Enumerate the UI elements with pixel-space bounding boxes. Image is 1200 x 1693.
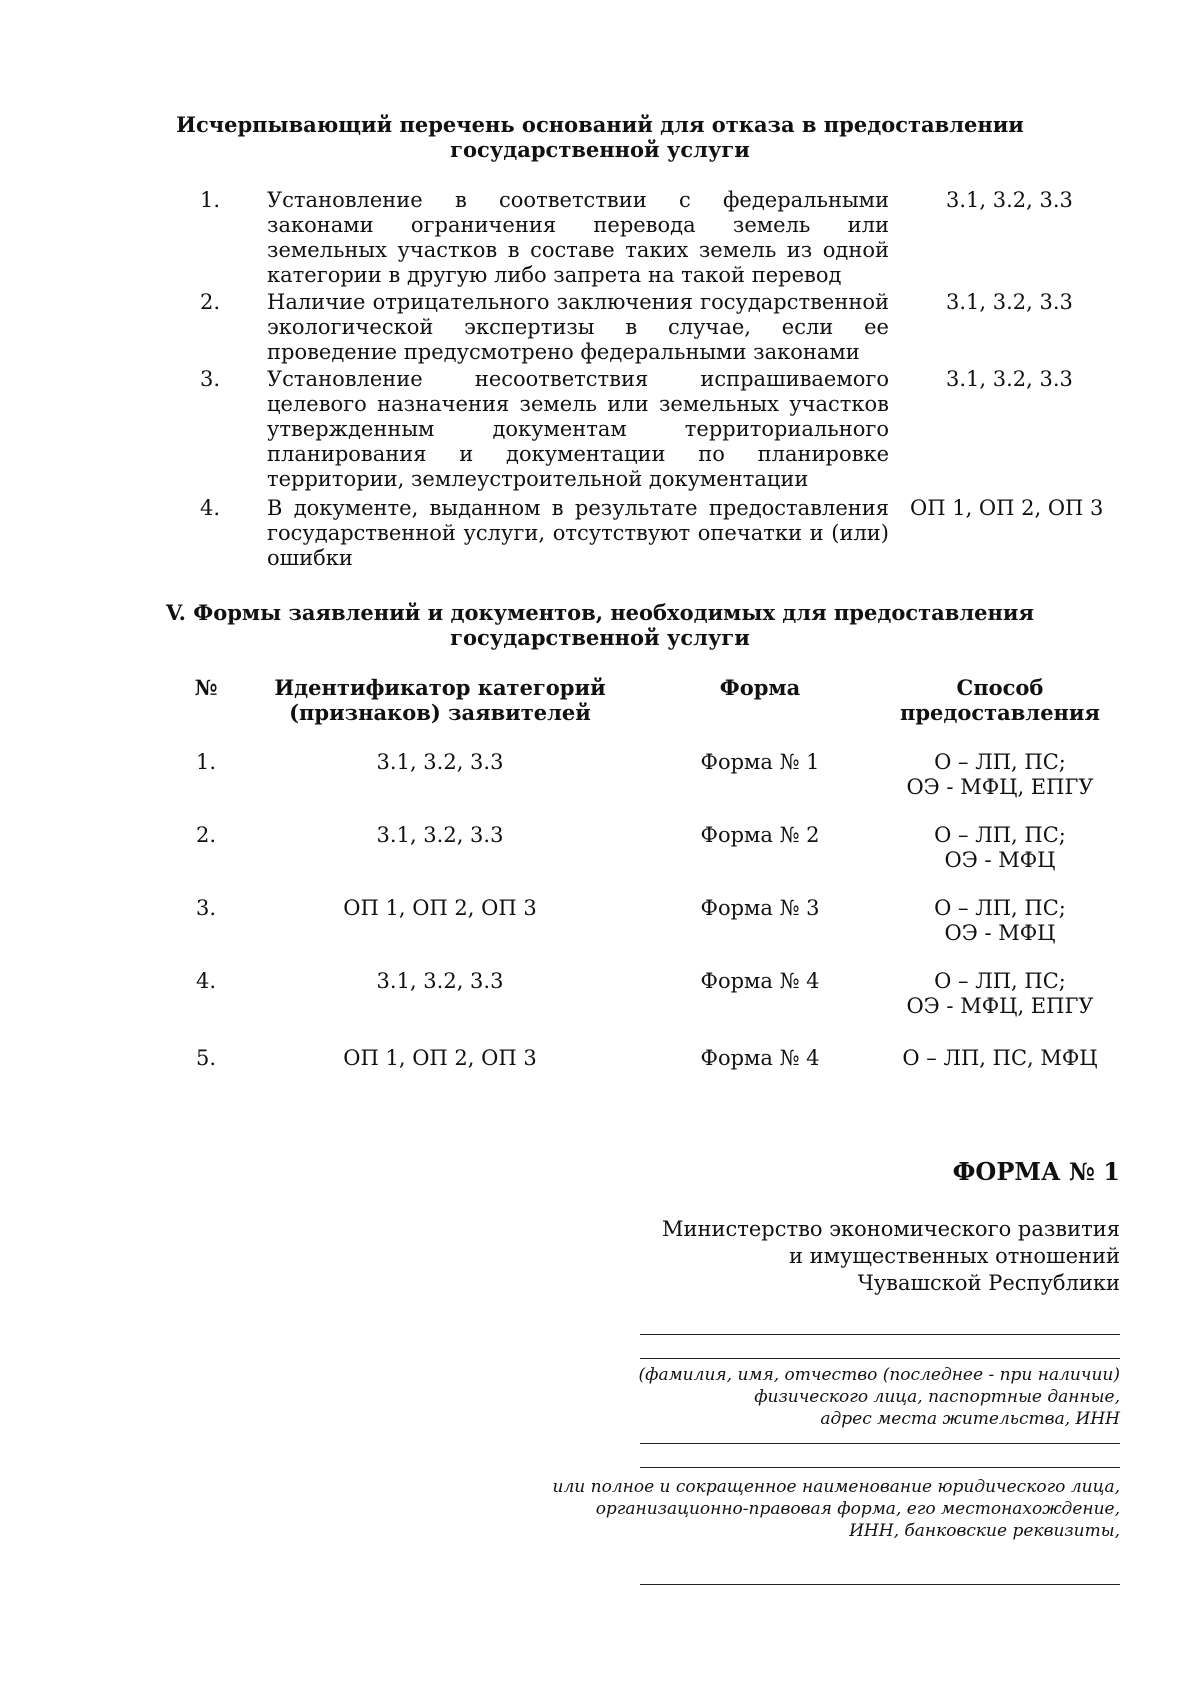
person-caption-line-2: физического лица, паспортные данные, bbox=[754, 1387, 1120, 1407]
row-number: 5. bbox=[195, 1046, 217, 1070]
row-method-line-1: О – ЛП, ПС, МФЦ bbox=[902, 1046, 1098, 1070]
org-caption-line-1: или полное и сокращенное наименование юридического лица, bbox=[552, 1477, 1120, 1497]
header-method-line-2: предоставления bbox=[899, 700, 1101, 725]
row-method-line-1: О – ЛП, ПС; bbox=[934, 969, 1066, 993]
row-number: 4. bbox=[195, 969, 217, 993]
row-form: Форма № 2 bbox=[700, 823, 820, 847]
row-category: 3.1, 3.2, 3.3 bbox=[376, 750, 504, 774]
row-category: 3.1, 3.2, 3.3 bbox=[376, 823, 504, 847]
refusal-item-codes: 3.1, 3.2, 3.3 bbox=[946, 367, 1073, 391]
refusal-item-number: 2. bbox=[200, 290, 221, 314]
row-method-line-2: ОЭ - МФЦ bbox=[944, 921, 1056, 945]
org-caption-line-3: ИНН, банковские реквизиты, bbox=[849, 1521, 1120, 1541]
applicant-name-line-2 bbox=[640, 1358, 1120, 1359]
refusal-item-codes: ОП 1, ОП 2, ОП 3 bbox=[910, 496, 1104, 520]
org-caption bbox=[553, 1476, 1120, 1542]
person-caption bbox=[639, 1364, 1121, 1430]
row-form: Форма № 4 bbox=[700, 969, 820, 993]
refusal-item-number: 4. bbox=[200, 496, 221, 520]
header-method bbox=[880, 675, 1120, 725]
refusal-item-codes: 3.1, 3.2, 3.3 bbox=[946, 188, 1073, 212]
forms-title-line-1: V. Формы заявлений и документов, необходимых для предоставления bbox=[166, 600, 1034, 625]
header-form: Форма bbox=[719, 675, 801, 700]
form-1-title: ФОРМА № 1 bbox=[952, 1157, 1120, 1186]
row-method-line-1: О – ЛП, ПС; bbox=[934, 823, 1066, 847]
row-category: ОП 1, ОП 2, ОП 3 bbox=[343, 896, 537, 920]
header-category bbox=[260, 675, 620, 725]
header-category-line-1: Идентификатор категорий bbox=[274, 675, 606, 700]
refusal-title-line-2: государственной услуги bbox=[450, 137, 750, 162]
row-method bbox=[880, 896, 1120, 946]
header-method-line-1: Способ bbox=[956, 675, 1044, 700]
org-details-line bbox=[640, 1584, 1120, 1585]
row-number: 1. bbox=[195, 750, 217, 774]
ministry-line-2: и имущественных отношений bbox=[788, 1244, 1120, 1268]
header-category-line-2: (признаков) заявителей bbox=[289, 700, 591, 725]
row-method-line-2: ОЭ - МФЦ, ЕПГУ bbox=[906, 775, 1094, 799]
row-method-line-2: ОЭ - МФЦ bbox=[944, 848, 1056, 872]
forms-section-title bbox=[150, 600, 1050, 650]
row-method-line-2: ОЭ - МФЦ, ЕПГУ bbox=[906, 994, 1094, 1018]
org-caption-line-2: организационно-правовая форма, его местонахождение, bbox=[595, 1499, 1120, 1519]
row-method-line-1: О – ЛП, ПС; bbox=[934, 896, 1066, 920]
refusal-item-text: Установление несоответствия испрашиваемого целевого назначения земель или земельных участков утвержденным документам территориального планирования и документации по планировке территории, землеустроительной документации bbox=[267, 367, 889, 491]
row-form: Форма № 3 bbox=[700, 896, 820, 920]
person-caption-line-1: (фамилия, имя, отчество (последнее - при наличии) bbox=[638, 1365, 1120, 1385]
applicant-details-line-2 bbox=[640, 1467, 1120, 1468]
ministry-line-3: Чувашской Республики bbox=[857, 1271, 1120, 1295]
row-method bbox=[880, 969, 1120, 1019]
ministry-line-1: Министерство экономического развития bbox=[661, 1217, 1120, 1241]
refusal-title-line-1: Исчерпывающий перечень оснований для отказа в предоставлении bbox=[176, 112, 1024, 137]
refusal-grounds-title bbox=[150, 112, 1050, 162]
ministry-name bbox=[662, 1216, 1120, 1297]
row-form: Форма № 1 bbox=[700, 750, 820, 774]
applicant-details-line-1 bbox=[640, 1443, 1120, 1444]
row-form: Форма № 4 bbox=[700, 1046, 820, 1070]
applicant-name-line-1 bbox=[640, 1334, 1120, 1335]
header-number: № bbox=[194, 675, 218, 700]
row-number: 2. bbox=[195, 823, 217, 847]
row-method bbox=[880, 1046, 1120, 1071]
refusal-item-codes: 3.1, 3.2, 3.3 bbox=[946, 290, 1073, 314]
forms-title-line-2: государственной услуги bbox=[450, 625, 750, 650]
row-category: ОП 1, ОП 2, ОП 3 bbox=[343, 1046, 537, 1070]
row-method bbox=[880, 823, 1120, 873]
row-method bbox=[880, 750, 1120, 800]
row-number: 3. bbox=[195, 896, 217, 920]
refusal-item-text: Наличие отрицательного заключения государственной экологической экспертизы в случае, если ее проведение предусмотрено федеральными законами bbox=[267, 290, 889, 364]
refusal-item-number: 1. bbox=[200, 188, 221, 212]
refusal-item-text: В документе, выданном в результате предоставления государственной услуги, отсутствуют опечатки и (или) ошибки bbox=[267, 496, 889, 570]
row-category: 3.1, 3.2, 3.3 bbox=[376, 969, 504, 993]
person-caption-line-3: адрес места жительства, ИНН bbox=[820, 1409, 1120, 1429]
refusal-item-text: Установление в соответствии с федеральными законами ограничения перевода земель или земельных участков в составе таких земель из одной категории в другую либо запрета на такой перевод bbox=[267, 188, 889, 287]
refusal-item-number: 3. bbox=[200, 367, 221, 391]
row-method-line-1: О – ЛП, ПС; bbox=[934, 750, 1066, 774]
